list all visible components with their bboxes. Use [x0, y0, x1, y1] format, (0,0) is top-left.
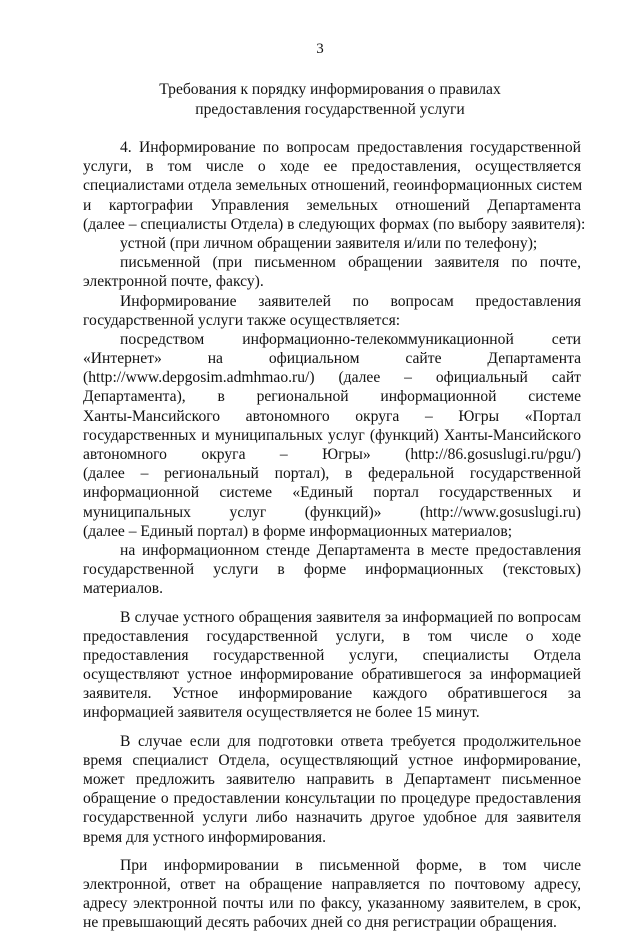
text-line: В случае устного обращения заявителя за информацией по вопросам [120, 608, 581, 626]
text-line: автономного округа – Югры» (http://86.gosuslugi.ru/pgu/) [83, 446, 581, 463]
text-line: информационной системе «Единый портал государственных и [83, 484, 581, 502]
text-line: предоставления государственной услуги, специалисты Отдела [83, 646, 581, 664]
text-line: «Интернет» на официальном сайте Департамента [83, 350, 581, 368]
text-line: устной (при личном обращении заявителя и/или по телефону); [120, 234, 538, 252]
text-line: государственной услуги также осуществляется: [83, 311, 401, 329]
paragraph-internet [83, 330, 581, 541]
text-line: посредством информационно-телекоммуникационной сети [120, 330, 581, 348]
section-title-line: предоставления государственной услуги [195, 101, 465, 118]
section-title [100, 80, 560, 120]
text-line: При информировании в письменной форме, в том числе [120, 856, 581, 874]
paragraph-informing-forms [83, 138, 586, 234]
paragraph-gap [83, 599, 581, 608]
text-line: адресу электронной почты или по факсу, указанному заявителем, в срок, [83, 895, 581, 913]
paragraph-oral-request [83, 608, 581, 723]
body-text [83, 138, 586, 933]
paragraph-also-carried-out [83, 292, 581, 330]
text-line: Ханты-Мансийского автономного округа – Югры «Портал [83, 407, 581, 425]
paragraph-gap [83, 723, 581, 732]
text-line: (далее – специалисты Отдела) в следующих формах (по выбору заявителя): [83, 215, 586, 233]
text-line: предоставления государственной услуги, в том числе о ходе [83, 627, 581, 645]
text-line: осуществляют устное информирование обратившегося за информацией [83, 666, 581, 684]
paragraph-info-stand [83, 541, 581, 599]
text-line: муниципальных услуг (функций)» (http://www.gosuslugi.ru) [83, 503, 581, 521]
text-line: время для устного информирования. [83, 828, 326, 846]
text-line: (далее – Единый портал) в форме информационных материалов; [83, 522, 513, 540]
text-line: (далее – региональный портал), в федеральной государственной [83, 465, 581, 483]
text-line: специалистами отдела земельных отношений, геоинформационных систем [83, 177, 583, 195]
text-line: (http://www.depgosim.admhmao.ru/) (далее – официальный сайт [83, 369, 581, 387]
paragraph-written-answer [83, 856, 581, 933]
text-line: Информирование заявителей по вопросам предоставления [120, 292, 581, 310]
text-line: электронной, ответ на обращение направляется по почтовому адресу, [83, 875, 581, 893]
text-line: государственной услуги в форме информационных (текстовых) [83, 561, 581, 579]
text-line: государственной услуги либо назначить другое удобное для заявителя [83, 809, 581, 827]
text-line: время специалист Отдела, осуществляющий устное информирование, [83, 751, 581, 769]
text-line: материалов. [83, 580, 164, 598]
text-line: на информационном стенде Департамента в месте предоставления [120, 541, 581, 559]
text-line: и картографии Управления земельных отношений Департамента [83, 196, 581, 214]
paragraph-oral-form [83, 234, 581, 253]
text-line: государственных и муниципальных услуг (функций) Ханты-Мансийского [83, 426, 581, 444]
section-title-line: Требования к порядку информирования о правилах [159, 81, 501, 98]
paragraph-gap [83, 847, 581, 856]
text-line: 4. Информирование по вопросам предоставления государственной [120, 139, 581, 156]
page-number: 3 [316, 41, 324, 57]
text-line: услуги, в том числе о ходе ее предоставления, осуществляется [83, 158, 581, 176]
text-line: обращение о предоставлении консультации по процедуре предоставления [83, 790, 581, 808]
text-line: В случае если для подготовки ответа требуется продолжительное [120, 732, 581, 750]
paragraph-written-form [83, 253, 581, 291]
paragraph-long-answer [83, 732, 581, 847]
text-line: информацией заявителя осуществляется не более 15 минут. [83, 704, 480, 722]
text-line: заявителя. Устное информирование каждого обратившегося за [83, 685, 581, 703]
text-line: письменной (при письменном обращении заявителя по почте, [120, 254, 581, 272]
text-line: не превышающий десять рабочих дней со дня регистрации обращения. [83, 914, 557, 932]
text-line: Департамента), в региональной информационной системе [83, 388, 581, 406]
text-line: электронной почте, факсу). [83, 273, 264, 291]
text-line: может предложить заявителю направить в Департамент письменное [83, 771, 581, 788]
